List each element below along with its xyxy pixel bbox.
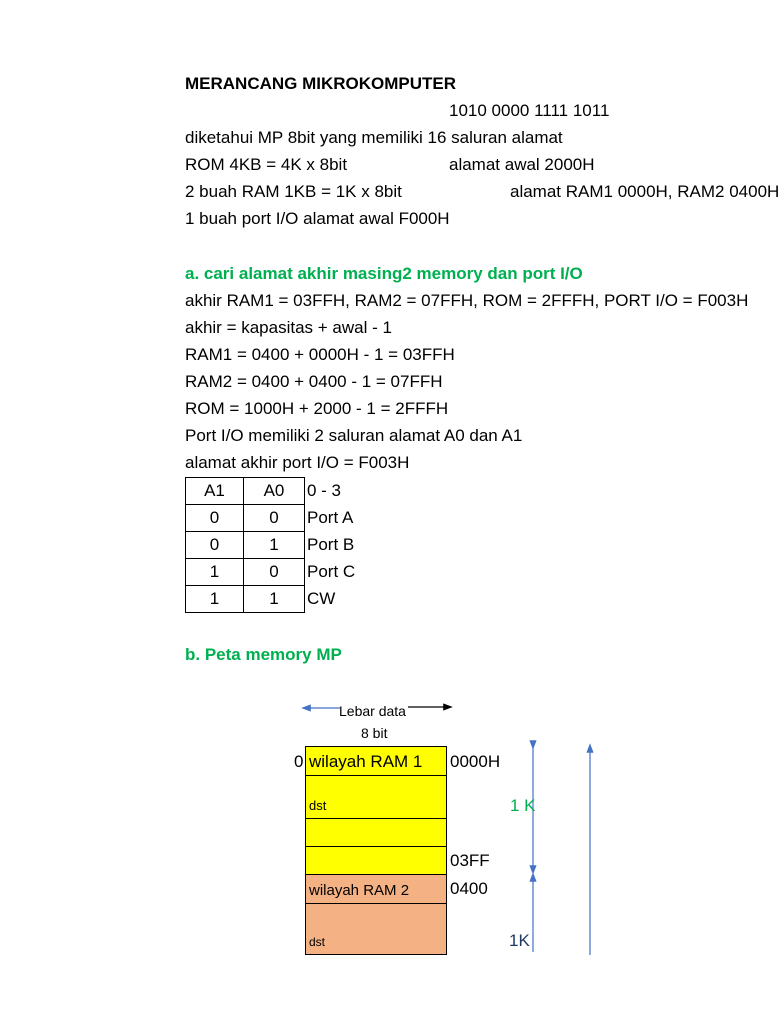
text-line: ROM = 1000H + 2000 - 1 = 2FFFH xyxy=(185,399,449,418)
table-cell: 0 xyxy=(244,559,305,586)
ram1-block-mid xyxy=(305,775,447,819)
address-0400: 0400 xyxy=(450,879,488,898)
text-line: 1 buah port I/O alamat awal F000H xyxy=(185,209,450,228)
ram1-block-top xyxy=(305,746,447,776)
section-b-heading: b. Peta memory MP xyxy=(185,645,342,664)
ram1-block-lower xyxy=(305,818,447,847)
text-line: Port I/O memiliki 2 saluran alamat A0 dan A1 xyxy=(185,426,523,445)
doc-title: MERANCANG MIKROKOMPUTER xyxy=(185,74,457,93)
address-zero-label: 0 xyxy=(294,752,304,771)
ram2-block-top xyxy=(305,874,447,904)
text-line: alamat RAM1 0000H, RAM2 0400H xyxy=(510,182,779,201)
data-width-label: Lebar data xyxy=(339,703,406,719)
text-line: akhir = kapasitas + awal - 1 xyxy=(185,318,392,337)
ram2-label: wilayah RAM 2 xyxy=(309,882,410,899)
ram2-dst-label: dst xyxy=(309,935,326,949)
table-header-cell: A0 xyxy=(244,478,305,505)
table-cell: CW xyxy=(307,589,336,608)
table-cell: 0 xyxy=(186,532,244,559)
text-line: ROM 4KB = 4K x 8bit xyxy=(185,155,348,174)
table-cell: Port A xyxy=(307,508,354,527)
text-line: alamat awal 2000H xyxy=(449,155,595,174)
text-line: 2 buah RAM 1KB = 1K x 8bit xyxy=(185,182,402,201)
text-line: RAM2 = 0400 + 0400 - 1 = 07FFH xyxy=(185,372,443,391)
data-width-bits-label: 8 bit xyxy=(361,725,388,741)
ram1-label: wilayah RAM 1 xyxy=(309,752,423,771)
table-cell: 0 xyxy=(244,505,305,532)
ram2-size-label: 1K xyxy=(509,931,530,950)
binary-value: 1010 0000 1111 1011 xyxy=(449,101,610,120)
ram1-block-end xyxy=(305,846,447,875)
ram1-dst-label: dst xyxy=(309,798,327,813)
text-line: diketahui MP 8bit yang memiliki 16 saluran alamat xyxy=(185,128,563,147)
table-cell: 1 xyxy=(244,586,305,613)
table-cell: 1 xyxy=(186,586,244,613)
table-header-cell: 0 - 3 xyxy=(307,481,342,500)
text-line: akhir RAM1 = 03FFH, RAM2 = 07FFH, ROM = 2FFFH, PORT I/O = F003H xyxy=(185,291,749,310)
text-line: RAM1 = 0400 + 0000H - 1 = 03FFH xyxy=(185,345,455,364)
address-0000h: 0000H xyxy=(450,752,501,771)
table-cell: 1 xyxy=(244,532,305,559)
table-cell: Port C xyxy=(307,562,356,581)
section-a-heading: a. cari alamat akhir masing2 memory dan port I/O xyxy=(185,264,583,283)
table-cell: 0 xyxy=(186,505,244,532)
address-03ff: 03FF xyxy=(450,851,490,870)
table-header-cell: A1 xyxy=(186,478,244,505)
ram1-size-label: 1 K xyxy=(510,796,536,815)
text-line: alamat akhir port I/O = F003H xyxy=(185,453,410,472)
ram2-block-mid xyxy=(305,903,447,955)
table-cell: 1 xyxy=(186,559,244,586)
table-cell: Port B xyxy=(307,535,355,554)
